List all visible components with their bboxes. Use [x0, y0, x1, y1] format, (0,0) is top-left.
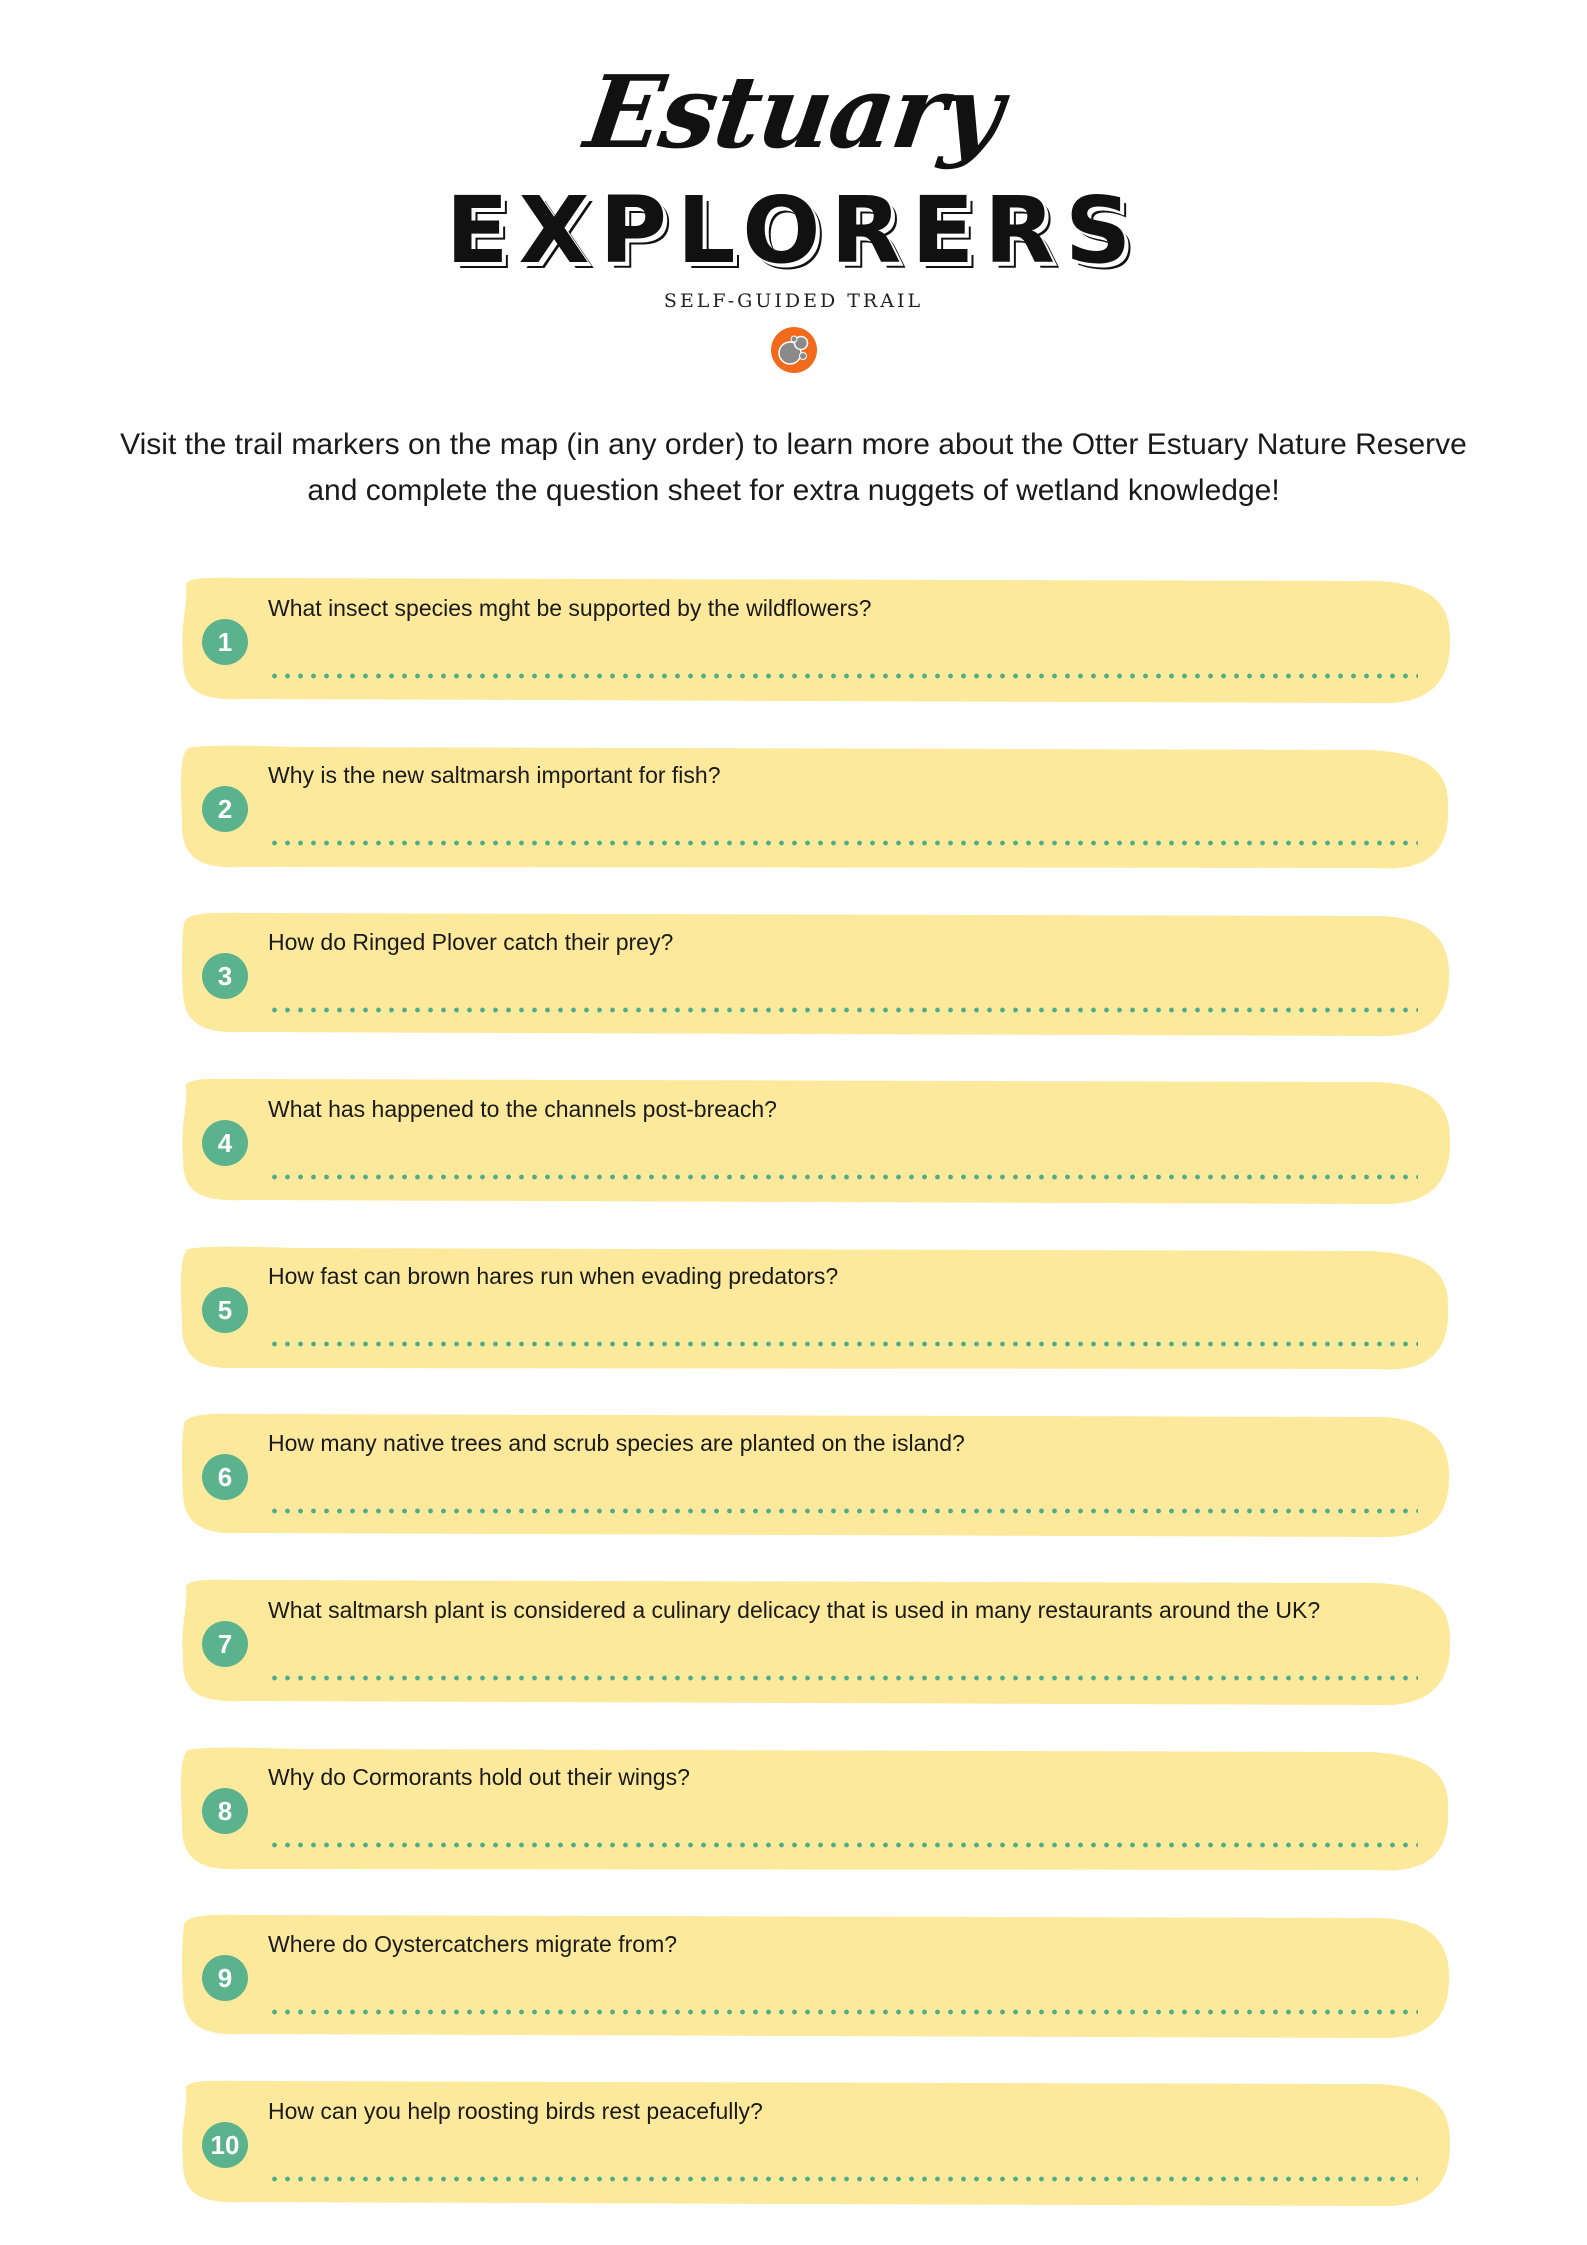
question-card — [178, 1744, 1453, 1876]
question-number-badge: 8 — [202, 1788, 248, 1834]
question-number-badge: 5 — [202, 1287, 248, 1333]
answer-dotted-line[interactable] — [268, 1508, 1418, 1514]
question-text: How many native trees and scrub species are planted on the island? — [268, 1430, 965, 1456]
answer-dotted-line[interactable] — [268, 1007, 1418, 1013]
answer-dotted-line[interactable] — [268, 1675, 1418, 1681]
question-card — [178, 1243, 1453, 1375]
question-card — [178, 909, 1453, 1041]
title-block: EXPLORERS — [445, 177, 1142, 284]
answer-dotted-line[interactable] — [268, 2009, 1418, 2015]
question-text: What insect species mght be supported by the wildflowers? — [268, 595, 872, 621]
question-text: How do Ringed Plover catch their prey? — [268, 929, 674, 955]
answer-dotted-line[interactable] — [268, 840, 1418, 846]
question-card — [178, 2078, 1453, 2210]
intro-text: Visit the trail markers on the map (in any order) to learn more about the Otter Estuary Nature Reserve and complete the question sheet for extra nuggets of wetland knowledge! — [120, 428, 1467, 507]
question-card — [178, 1410, 1453, 1542]
question-card — [178, 742, 1453, 874]
question-card — [178, 1577, 1453, 1709]
subtitle: SELF-GUIDED TRAIL — [663, 290, 924, 312]
question-number-badge: 7 — [202, 1621, 248, 1667]
question-text: Why do Cormorants hold out their wings? — [268, 1764, 690, 1790]
question-text: How can you help roosting birds rest peacefully? — [268, 2098, 763, 2124]
answer-dotted-line[interactable] — [268, 1842, 1418, 1848]
question-text: Why is the new saltmarsh important for fish? — [268, 762, 721, 788]
question-card — [178, 1076, 1453, 1208]
question-number-badge: 6 — [202, 1454, 248, 1500]
answer-dotted-line[interactable] — [268, 1341, 1418, 1347]
question-text: What saltmarsh plant is considered a culinary delicacy that is used in many restaurants around the UK? — [268, 1597, 1321, 1623]
question-card — [178, 1911, 1453, 2043]
question-number-badge: 2 — [202, 786, 248, 832]
question-number-badge: 4 — [202, 1120, 248, 1166]
answer-dotted-line[interactable] — [268, 673, 1418, 679]
question-number-badge: 9 — [202, 1955, 248, 2001]
answer-dotted-line[interactable] — [268, 2176, 1418, 2182]
question-number-badge: 3 — [202, 953, 248, 999]
question-card — [178, 575, 1453, 707]
question-text: How fast can brown hares run when evading predators? — [268, 1263, 839, 1289]
question-number-badge: 10 — [202, 2122, 248, 2168]
question-text: What has happened to the channels post-breach? — [268, 1096, 777, 1122]
title-script: Estuary — [578, 53, 1009, 171]
answer-dotted-line[interactable] — [268, 1174, 1418, 1180]
question-number-badge: 1 — [202, 619, 248, 665]
question-text: Where do Oystercatchers migrate from? — [268, 1931, 678, 1957]
